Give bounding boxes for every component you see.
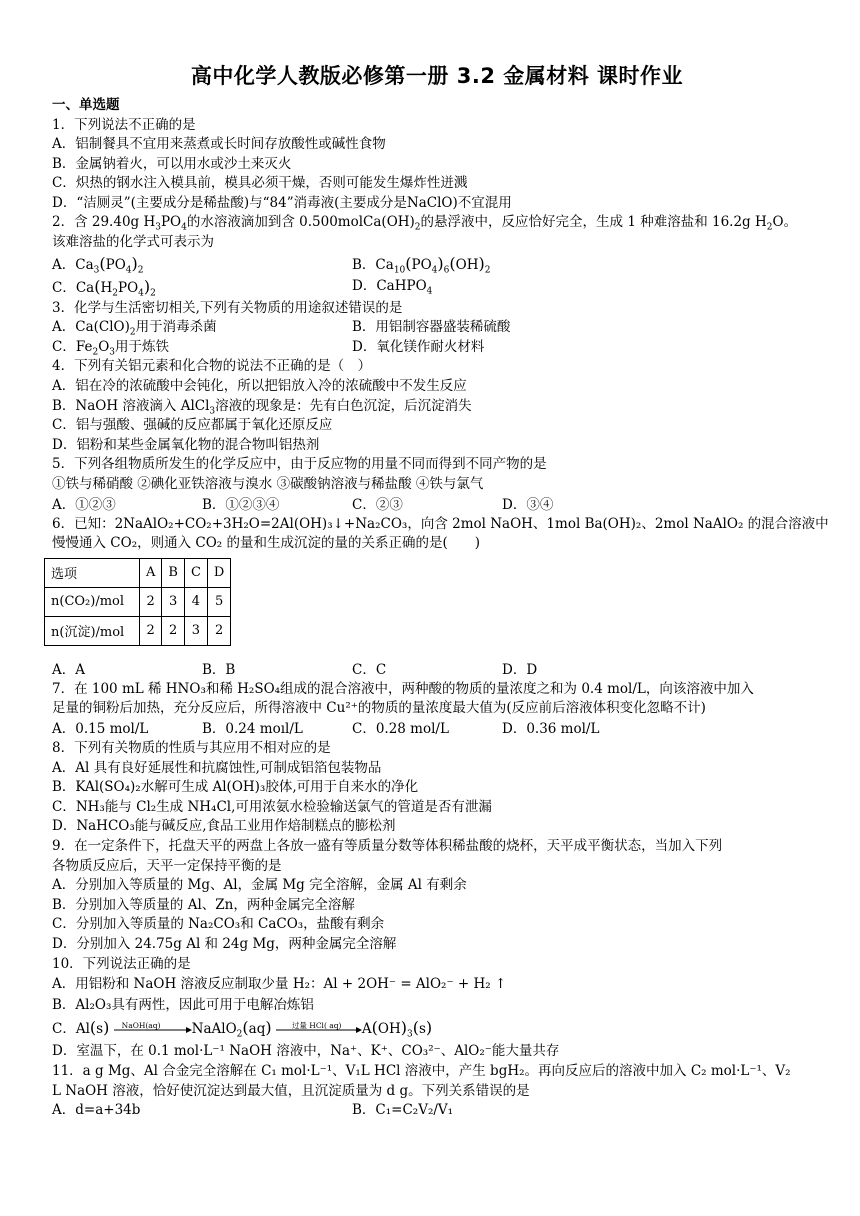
q2-option-c: C．$Ca(H_2PO_4)_2$	[52, 276, 156, 299]
worksheet-page	[51, 60, 829, 1121]
table-cell: 2	[140, 616, 162, 645]
q11-option-a: A．d=a+34b	[52, 1102, 141, 1119]
q10-option-b: B．Al₂O₃具有两性，因此可用于电解冶炼铝	[52, 997, 314, 1014]
q1-option-b: B．金属钠着火，可以用水或沙土来灭火	[52, 155, 292, 172]
q11-stem-2: L NaOH 溶液，恰好使沉淀达到最大值，且沉淀质量为 d g。下列关系错误的是	[52, 1082, 530, 1099]
q9-option-b: B．分别加入等质量的 Al、Zn，两种金属完全溶解	[52, 896, 355, 913]
section-heading: 一、单选题	[52, 97, 120, 113]
q8-option-c: C．NH₃能与 Cl₂生成 NH₄Cl,可用浓氨水检验输送氯气的管道是否有泄漏	[52, 798, 492, 815]
table-cell: 3	[162, 587, 185, 616]
table-cell: n(沉淀)/mol	[45, 616, 140, 645]
q7-stem-2: 足量的铜粉后加热，充分反应后，所得溶液中 Cu²⁺的物质的量浓度最大值为(反应前后溶液体积变化忽略不计)	[52, 700, 706, 717]
question-4	[52, 357, 822, 455]
question-1	[52, 116, 822, 214]
table-cell: n(CO₂)/mol	[45, 587, 140, 616]
q10-stem: 10．下列说法正确的是	[52, 955, 191, 972]
question-2	[52, 213, 822, 298]
q8-option-b: B．KAl(SO₄)₂水解可生成 Al(OH)₃胶体,可用于自来水的净化	[52, 779, 419, 796]
q1-option-d: D．“洁厕灵”(主要成分是稀盐酸)与“84”消毒液(主要成分是NaClO)不宜混用	[52, 194, 512, 211]
q10-option-a: A．用铝粉和 NaOH 溶液反应制取少量 H₂：Al + 2OH⁻ = AlO₂⁻ + H₂ ↑	[52, 976, 507, 993]
q4-stem: 4．下列有关铝元素和化合物的说法不正确的是（ ）	[52, 358, 372, 375]
q8-option-d: D．NaHCO₃能与碱反应,食品工业用作焙制糕点的膨松剂	[52, 818, 396, 835]
q6-option-c: C．C	[352, 661, 387, 678]
q10-option-d: D．室温下，在 0.1 mol·L⁻¹ NaOH 溶液中，Na⁺、K⁺、CO₃²⁻、AlO₂⁻能大量共存	[52, 1043, 560, 1060]
table-cell: 4	[184, 587, 207, 616]
page-title: 高中化学人教版必修第一册 3.2 金属材料 课时作业	[190, 64, 684, 88]
q1-option-a: A．铝制餐具不宜用来蒸煮或长时间存放酸性或碱性食物	[52, 136, 386, 153]
question-9	[52, 837, 822, 955]
q2-stem-2: 该难溶盐的化学式可表示为	[52, 234, 214, 251]
q1-option-c: C．炽热的钢水注入模具前，模具必须干燥，否则可能发生爆炸性迸溅	[52, 175, 468, 192]
table-cell: 2	[140, 587, 162, 616]
table-row	[45, 587, 231, 616]
question-3	[52, 299, 822, 358]
q1-stem: 1．下列说法不正确的是	[52, 116, 196, 133]
q11-stem: 11．a g Mg、Al 合金完全溶解在 C₁ mol·L⁻¹、V₁L HCl 溶液中，产生 bgH₂。再向反应后的溶液中加入 C₂ mol·L⁻¹、V₂	[52, 1063, 791, 1080]
q10-equation-a: Al + 2OH⁻ = AlO₂⁻ + H₂ ↑	[323, 976, 507, 993]
q4-option-c: C．铝与强酸、强碱的反应都属于氧化还原反应	[52, 417, 333, 434]
table-cell: B	[162, 558, 185, 587]
table-cell: 5	[207, 587, 230, 616]
table-row	[45, 616, 231, 645]
q10-option-c: C．Al(s) NaOH(aq) NaAlO$_2$(aq) 过量 HCl( aq) $A(OH)_3(s)$	[52, 1018, 433, 1040]
q5-option-c: C．②③	[352, 496, 403, 513]
q4-option-d: D．铝粉和某些金属氧化物的混合物叫铝热剂	[52, 436, 320, 453]
table-cell: 2	[207, 616, 230, 645]
q9-stem-2: 各物质反应后，天平一定保持平衡的是	[52, 857, 282, 874]
q9-option-a: A．分别加入等质量的 Mg、Al，金属 Mg 完全溶解，金属 Al 有剩余	[52, 877, 467, 894]
q9-option-c: C．分别加入等质量的 Na₂CO₃和 CaCO₃，盐酸有剩余	[52, 916, 385, 933]
q6-table	[44, 558, 231, 646]
question-6	[51, 515, 829, 680]
table-cell: D	[207, 558, 230, 587]
q7-option-c: C．0.28 mol/L	[352, 720, 449, 737]
question-10	[52, 955, 822, 1063]
reaction-arrow-1: NaOH(aq)	[114, 1026, 192, 1034]
q6-stem-2: 慢慢通入 CO₂，则通入 CO₂ 的量和生成沉淀的量的关系正确的是( )	[52, 535, 481, 552]
table-cell: A	[140, 558, 162, 587]
q2-option-b: B．$Ca_{10}(PO_4)_6(OH)_2$	[352, 253, 491, 276]
table-cell: 3	[184, 616, 207, 645]
q3-option-a: A．$Ca(ClO)_2$用于消毒杀菌	[52, 319, 217, 338]
question-5	[52, 455, 822, 514]
q3-stem: 3．化学与生活密切相关,下列有关物质的用途叙述错误的是	[52, 299, 403, 316]
question-7	[52, 680, 822, 739]
q8-stem: 8．下列有关物质的性质与其应用不相对应的是	[52, 739, 331, 756]
table-cell: 选项	[45, 558, 140, 587]
q2-option-d: D．CaHPO$_4$	[352, 277, 433, 297]
q2-option-a: A．$Ca_3(PO_4)_2$	[52, 253, 144, 276]
q6-stem: 6．已知：2NaAlO₂+CO₂+3H₂O=2Al(OH)₃↓+Na₂CO₃，向含 2mol NaOH、1mol Ba(OH)₂、2mol NaAlO₂ 的混合溶液中	[52, 515, 829, 532]
reaction-arrow-2: 过量 HCl( aq)	[276, 1026, 362, 1034]
q7-option-b: B．0.24 moıl/L	[202, 720, 303, 737]
q5-items: ①铁与稀硝酸 ②碘化亚铁溶液与溴水 ③碳酸钠溶液与稀盐酸 ④铁与氯气	[52, 476, 484, 492]
q2-stem: 2．含 29.40g $H_3PO_4$的水溶液滴加到含 $0.500molCa(OH)_2$的悬浮液中，反应恰好完全，生成 1 种难溶盐和 16.2g $H_2O$。	[52, 214, 798, 234]
table-cell: 2	[162, 616, 185, 645]
q7-option-a: A．0.15 mol/L	[52, 720, 149, 737]
q5-stem: 5．下列各组物质所发生的化学反应中，由于反应物的用量不同而得到不同产物的是	[52, 456, 547, 473]
question-8	[52, 739, 822, 837]
q3-option-d: D．氧化镁作耐火材料	[352, 338, 485, 355]
q5-option-a: A．①②③	[52, 496, 116, 513]
q3-option-c: C．$Fe_2O_3$用于炼铁	[52, 338, 169, 358]
q6-option-b: B．B	[202, 661, 236, 678]
q9-stem: 9．在一定条件下，托盘天平的两盘上各放一盛有等质量分数等体积稀盐酸的烧杯，天平成平衡状态，当加入下列	[52, 837, 723, 854]
question-11	[52, 1062, 822, 1121]
q5-option-b: B．①②③④	[202, 496, 280, 513]
q9-option-d: D．分别加入 24.75g Al 和 24g Mg，两种金属完全溶解	[52, 935, 397, 952]
q4-option-a: A．铝在冷的浓硫酸中会钝化，所以把铝放入冷的浓硫酸中不发生反应	[52, 378, 467, 395]
q3-option-b: B．用铝制容器盛装稀硫酸	[352, 319, 511, 336]
q7-stem: 7．在 100 mL 稀 HNO₃和稀 H₂SO₄组成的混合溶液中，两种酸的物质的量浓度之和为 0.4 mol/L，向该溶液中加入	[52, 680, 754, 697]
q6-option-d: D．D	[502, 661, 538, 678]
q4-option-b: B．NaOH 溶液滴入 AlCl$_3$溶液的现象是：先有白色沉淀，后沉淀消失	[52, 397, 472, 417]
q5-option-d: D．③④	[502, 496, 554, 513]
q7-option-d: D．0.36 mol/L	[502, 720, 600, 737]
table-row	[45, 558, 231, 587]
q11-option-b: B．C₁=C₂V₂/V₁	[352, 1102, 454, 1119]
q8-option-a: A．Al 具有良好延展性和抗腐蚀性,可制成铝箔包装物品	[52, 759, 382, 776]
q6-option-a: A．A	[52, 661, 85, 678]
table-cell: C	[184, 558, 207, 587]
